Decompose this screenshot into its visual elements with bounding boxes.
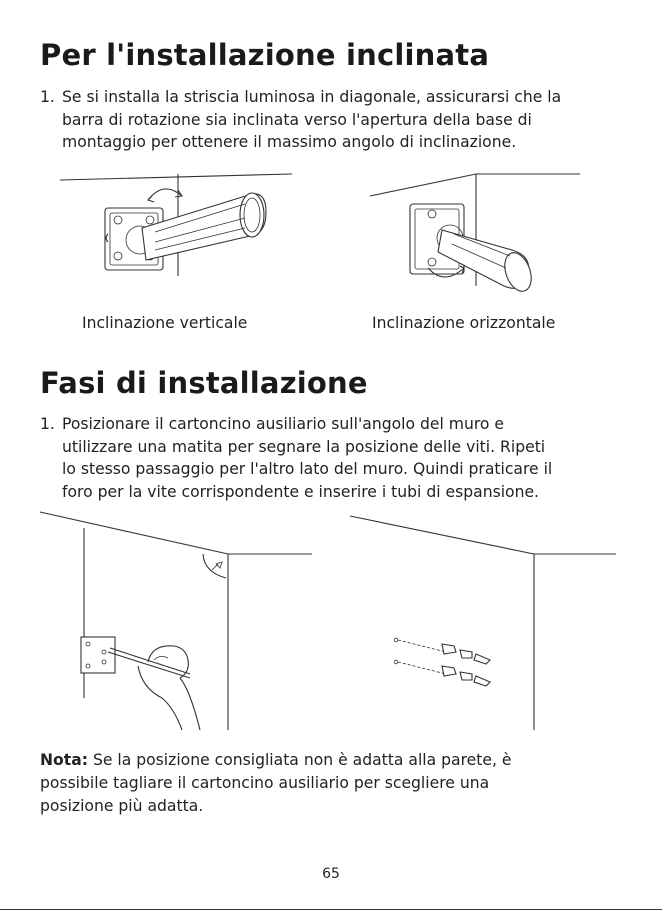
caption-vertical-tilt: Inclinazione verticale [82,314,248,332]
step-line: Se si installa la striscia luminosa in diagonale, assicurarsi che la [62,88,562,106]
note-label: Nota: [40,751,88,769]
step-line: lo stesso passaggio per l'altro lato del muro. Quindi praticare il [62,460,553,478]
vertical-tilt-illustration [60,168,300,308]
note-line: posizione più adatta. [40,797,204,815]
marking-template-illustration [40,512,330,742]
step-number: 1. [40,88,55,106]
screws-anchors-illustration [350,512,620,742]
horizontal-tilt-illustration [370,168,590,308]
step-line: utilizzare una matita per segnare la posizione delle viti. Ripeti [62,437,546,456]
note-line: possibile tagliare il cartoncino ausiliario per scegliere una [40,774,490,792]
bottom-rule [0,909,662,910]
step-line: Posizionare il cartoncino ausiliario sull'angolo del muro e [62,415,504,433]
note-line: Se la posizione consigliata non è adatta alla parete, è [87,751,512,769]
step-line: barra di rotazione sia inclinata verso l'apertura della base di [62,110,532,129]
step-text-install [62,413,552,503]
caption-horizontal-tilt: Inclinazione orizzontale [372,314,556,332]
note-block [40,749,600,818]
page-number: 65 [322,866,340,882]
step-line: montaggio per ottenere il massimo angolo di inclinazione. [62,133,517,151]
step-line: foro per la vite corrispondente e inserire i tubi di espansione. [62,482,540,501]
step-text-tilted [62,86,561,154]
section-title-tilted-install: Per l'installazione inclinata [40,38,490,72]
step-number: 1. [40,415,55,433]
section-title-install-steps: Fasi di installazione [40,366,368,400]
